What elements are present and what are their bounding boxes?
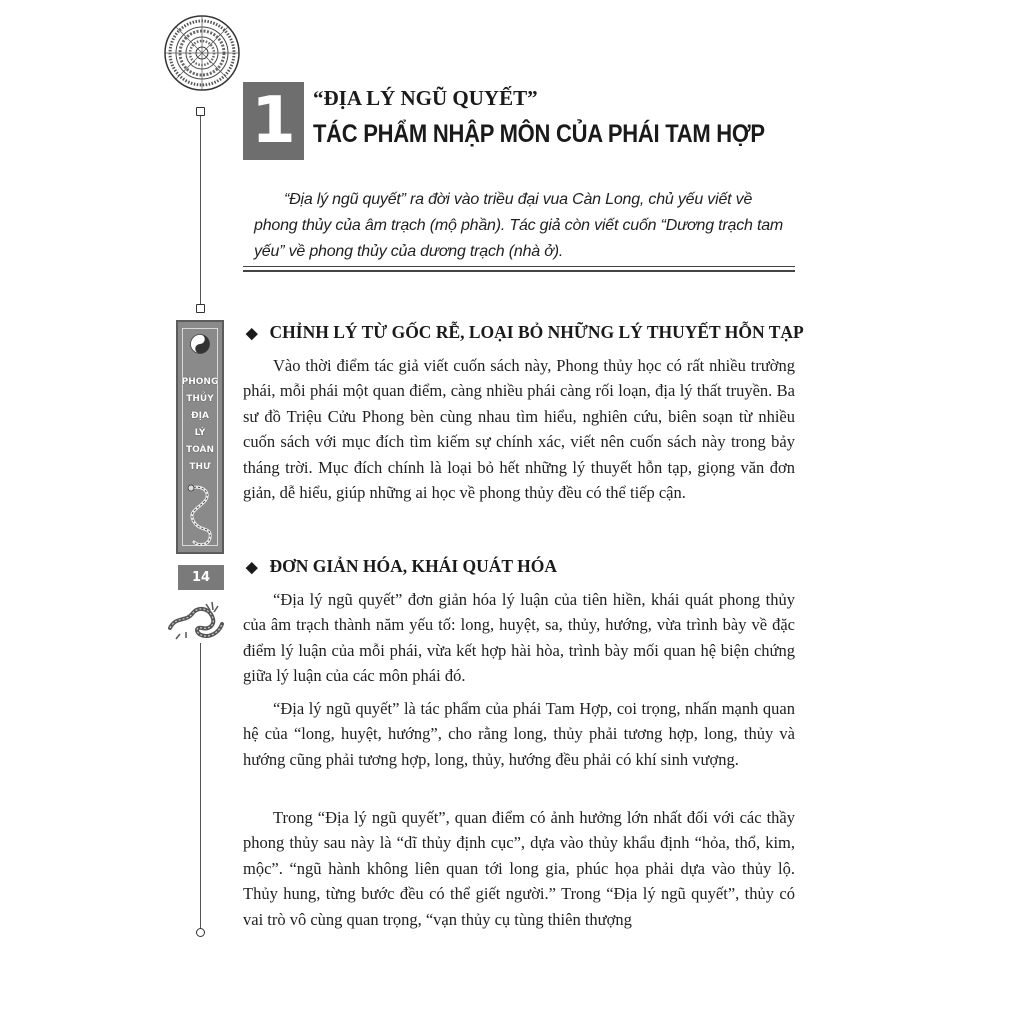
- divider: [243, 270, 795, 272]
- chapter-title-quote: “ĐỊA LÝ NGŨ QUYẾT”: [313, 86, 538, 110]
- line-node-icon: [196, 304, 205, 313]
- book-title-line: ĐỊA: [191, 411, 209, 421]
- book-title-line: THỦY: [186, 394, 214, 404]
- book-title-line: LÝ: [194, 428, 206, 438]
- book-title-vertical: [178, 374, 222, 476]
- chapter-number: 1: [243, 82, 304, 160]
- section-heading: [246, 322, 804, 343]
- decorative-line-bottom: [200, 643, 201, 930]
- yin-yang-icon: [190, 334, 210, 354]
- line-node-icon: [196, 107, 205, 116]
- divider: [243, 266, 795, 267]
- dragon-icon: [166, 598, 226, 640]
- body-paragraph: “Địa lý ngũ quyết” là tác phẩm của phái Tam Hợp, coi trọng, nhấn mạnh quan hệ của “long, huyệt, hướng”, cho rằng long, thủy phải tương hợp, long, thủy và hướng cũng phải tương hợp, long, thủy, hướng đều phải có khí sinh vượng.: [243, 699, 795, 769]
- section-heading: [246, 556, 557, 577]
- diamond-bullet-icon: ◆: [246, 326, 258, 342]
- section-heading-text: CHỈNH LÝ TỪ GỐC RỄ, LOẠI BỎ NHỮNG LÝ THUYẾT HỖN TẠP: [269, 322, 804, 342]
- compass-medallion-icon: [163, 14, 241, 92]
- book-title-line: TOÀN: [185, 445, 215, 455]
- body-paragraph: Vào thời điểm tác giả viết cuốn sách này, Phong thủy học có rất nhiều trường phái, mỗi phái một quan điểm, càng nhiều phái càng rối loạn, địa lý thất truyền. Ba sư đồ Triệu Cửu Phong bèn cùng nhau tìm hiểu, nghiên cứu, biên soạn từ nhiều cuốn sách với mục đích tìm kiếm sự chính xác, viết nên cuốn sách này trong bảy tháng trời. Mục đích chính là loại bỏ hết những lý thuyết hỗn tạp, giọng văn đơn giản, dễ hiểu, giúp những ai học về phong thủy đều có thể tiếp cận.: [243, 356, 795, 503]
- diamond-bullet-icon: ◆: [246, 560, 258, 576]
- body-paragraph: “Địa lý ngũ quyết” đơn giản hóa lý luận của tiên hiền, khái quát phong thủy của âm trạch thành năm yếu tố: long, huyệt, sa, thủy, hướng, vừa trình bày về đặc điểm lý luận của mỗi phái, vừa kết hợp hài hòa, trình bày mối quan hệ biện chứng giữa lý luận của các môn phái đó.: [243, 590, 795, 686]
- chapter-intro: “Địa lý ngũ quyết” ra đời vào triều đại vua Càn Long, chủ yếu viết về phong thủy của âm trạch (mộ phần). Tác giả còn viết cuốn “Dương trạch tam yếu” về phong thủy của dương trạch (nhà ở).: [254, 191, 784, 260]
- dragon-ornament-icon: [182, 482, 220, 550]
- body-paragraph: Trong “Địa lý ngũ quyết”, quan điểm có ảnh hưởng lớn nhất đối với các thầy phong thủy sau này là “dĩ thủy định cục”, dựa vào thủy khẩu định “hỏa, thổ, kim, mộc”. “ngũ hành không liên quan tới long gia, phúc họa phải dựa vào thủy lộ. Thủy hung, từng bước đều có thể giết người.” Trong “Địa lý ngũ quyết”, thủy có vai trò vô cùng quan trọng, “vạn thủy cụ tùng thiên thượng: [243, 808, 795, 929]
- page-number: 14: [178, 565, 224, 590]
- section-heading-text: ĐƠN GIẢN HÓA, KHÁI QUÁT HÓA: [269, 556, 558, 576]
- decorative-line-top: [200, 110, 201, 306]
- line-node-icon: [196, 928, 205, 937]
- book-title-line: THƯ: [189, 462, 211, 472]
- book-title-panel: [176, 320, 224, 554]
- book-title-line: PHONG: [181, 377, 219, 387]
- chapter-title: TÁC PHẨM NHẬP MÔN CỦA PHÁI TAM HỢP: [313, 120, 765, 148]
